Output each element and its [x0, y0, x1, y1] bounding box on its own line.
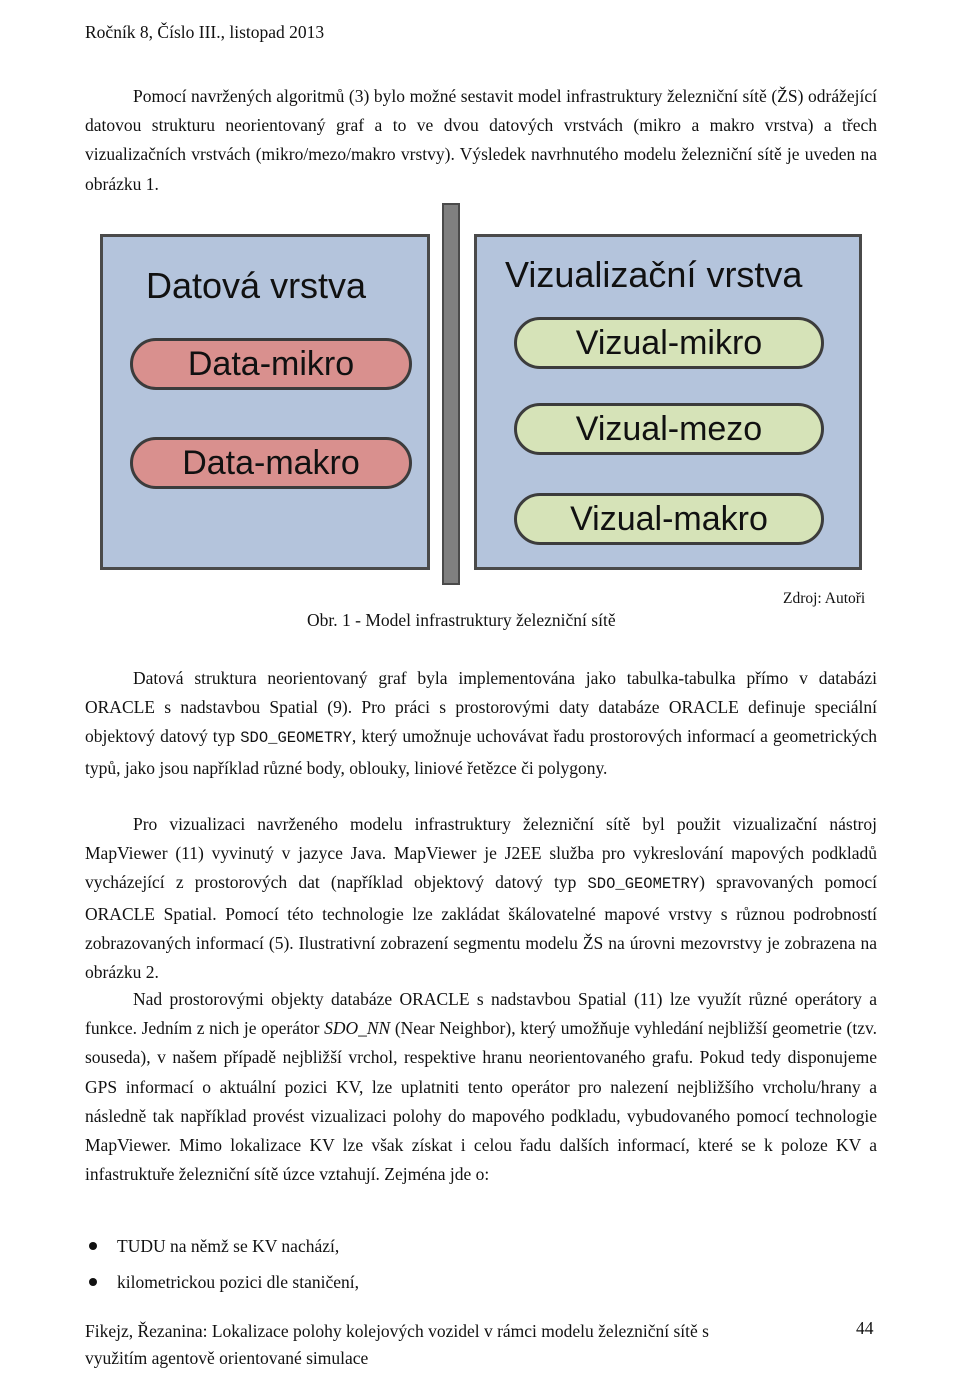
visualization-layer-title: Vizualizační vrstva — [505, 254, 803, 295]
paragraph-oracle-spatial: Datová struktura neorientovaný graf byla implementována jako tabulka-tabulka přímo v databázi ORACLE s nadstavbou Spatial (9). Pro práci s prostorovými daty databáze ORACLE definuje speciální objektový datový typ SDO_GEOMETRY, který umožnuje uchovávat řadu prostorových informací a geometrických typů, jako jsou například různé body, oblouky, liniové řetězce či polygony. — [85, 668, 877, 778]
data-layer-title: Datová vrstva — [146, 265, 367, 306]
page-number: 44 — [856, 1318, 874, 1338]
visualization-layer-panel — [474, 234, 862, 570]
figure-source: Zdroj: Autoři — [783, 590, 866, 607]
list-item: TUDU na němž se KV nachází, — [85, 1228, 359, 1264]
data-makro-box: Data-makro — [130, 437, 412, 489]
bullet-icon — [89, 1278, 97, 1286]
paragraph-mapviewer: Pro vizualizaci navrženého modelu infrastruktury železniční sítě byl použit vizualizační nástroj MapViewer (11) vyvinutý v jazyce Java. MapViewer je J2EE služba pro vykreslování mapových podkladů vycházející z prostorových dat (například objektový datový typ SDO_GEOMETRY) spravovaných pomocí ORACLE Spatial. Pomocí této technologie lze zakládat škálovatelné mapové vrstvy s různou podrobností zobrazovaných informací (5). Ilustrativní zobrazení segmentu modelu ŽS na úrovni mezovrstvy je zobrazena na obrázku 2. — [85, 814, 877, 983]
layer-divider-bar — [442, 203, 460, 585]
data-mikro-box: Data-mikro — [130, 338, 412, 390]
intro-paragraph: Pomocí navržených algoritmů (3) bylo možné sestavit model infrastruktury železniční sítě (ŽS) odrážející datovou strukturu neorientovaný graf a to ve dvou datových vrstvách (mikro a makro vrstva) a třech vizualizačních vrstvách (mikro/mezo/makro vrstvy). Výsledek navrhnutého modelu železniční sítě je uveden na obrázku 1. — [85, 86, 877, 194]
vizual-makro-box: Vizual-makro — [514, 493, 824, 545]
figure-caption: Obr. 1 - Model infrastruktury železniční sítě — [307, 610, 616, 630]
footer-citation: Fikejz, Řezanina: Lokalizace polohy kolejových vozidel v rámci modelu železniční sítě s využitím agentově orientované simulace — [85, 1321, 709, 1368]
bullet-icon — [89, 1242, 97, 1250]
vizual-mezo-box: Vizual-mezo — [514, 403, 824, 455]
operator-name: SDO_NN — [324, 1018, 391, 1039]
code-sdo-geometry: SDO_GEOMETRY — [587, 875, 700, 894]
paragraph-operators: Nad prostorovými objekty databáze ORACLE s nadstavbou Spatial (11) lze využít různé operátory a funkce. Jedním z nich je operátor SDO_NN (Near Neighbor), který umožňuje vyhledání nejbližší geometrie (tzv. souseda), v našem případě nejbližší vrchol, respektive hranu neorientovaného grafu. Pokud tedy disponujeme GPS informací o aktuální pozici KV, lze uplatniti tento operátor pro nalezení nejbližšího vrcholu/hrany a následně tak například provést vizualizaci polohy do mapového podkladu, vybudovaného pomocí technologie MapViewer. Mimo lokalizace KV lze však získat i celou řadu dalších informací, které se k poloze KV a infastruktuře železniční sítě úzce vztahují. Zejména jde o: — [85, 989, 877, 1185]
running-head: Ročník 8, Číslo III., listopad 2013 — [85, 22, 325, 42]
bullet-list — [85, 1228, 359, 1300]
list-item: kilometrickou pozici dle staničení, — [85, 1264, 359, 1300]
code-sdo-geometry: SDO_GEOMETRY — [240, 729, 352, 748]
vizual-mikro-box: Vizual-mikro — [514, 317, 824, 369]
data-layer-panel — [100, 234, 430, 570]
